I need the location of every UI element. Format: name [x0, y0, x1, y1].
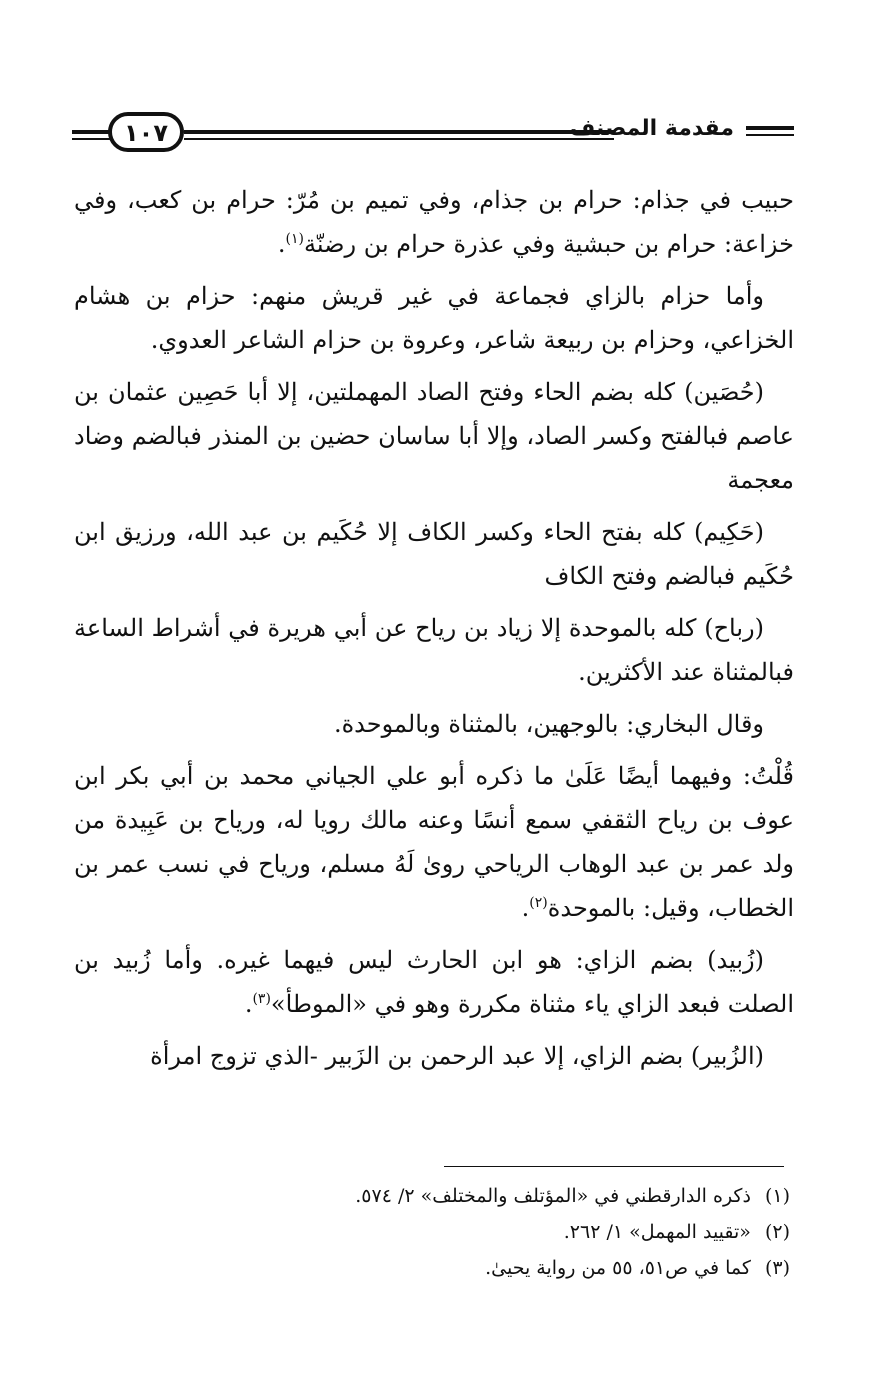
paragraph: (حُصَين) كله بضم الحاء وفتح الصاد المهملتين، إلا أبا حَصِين عثمان بن عاصم فبالفتح وكسر الصاد، وإلا أبا ساسان حضين بن المنذر فبالضم وضاد معجمة [74, 378, 794, 494]
paragraph: (حَكِيم) كله بفتح الحاء وكسر الكاف إلا حُكَيم بن عبد الله، ورزيق ابن حُكَيم فبالضم وفتح الكاف [74, 518, 794, 590]
footnote-text: «تقييد المهمل» ١/ ٢٦٢. [563, 1221, 751, 1243]
paragraph: (الزُبير) بضم الزاي، إلا عبد الرحمن بن الزَبير -الذي تزوج امرأة [150, 1042, 764, 1070]
footnote-number: (٣) [764, 1257, 790, 1279]
page-number: ١٠٧ [108, 112, 184, 152]
footnote-item [200, 1250, 790, 1286]
paragraph: حبيب في جذام: حرام بن جذام، وفي تميم بن مُرّ: حرام بن كعب، وفي خزاعة: حرام بن حبشية وفي عذرة حرام بن رضنّة$^{(١)}$. [74, 186, 794, 258]
footnote-ref: (٣) [252, 991, 271, 1007]
header-rule-right [746, 126, 794, 136]
paragraph: وقال البخاري: بالوجهين، بالمثناة وبالموحدة. [333, 710, 764, 738]
footnote-number: (١) [764, 1185, 790, 1207]
footnote-ref: (١) [285, 231, 305, 247]
paragraph: (رباح) كله بالموحدة إلا زياد بن رياح عن أبي هريرة في أشراط الساعة فبالمثناة عند الأكثرين. [74, 614, 794, 686]
footnote-item [200, 1178, 790, 1214]
footnote-text: ذكره الدارقطني في «المؤتلف والمختلف» ٢/ ٥٧٤. [355, 1185, 751, 1207]
paragraph: (زُبيد) بضم الزاي: هو ابن الحارث ليس فيهما غيره. وأما زُبيد بن الصلت فبعد الزاي ياء مثناة مكررة وهو في «الموطأ»$^{(٣)}$. [74, 946, 794, 1018]
header-rule-left [72, 130, 112, 140]
footnote-ref: (٢) [529, 895, 548, 911]
footnote-item [200, 1214, 790, 1250]
footnote-divider [444, 1166, 784, 1167]
footnote-number: (٢) [764, 1221, 790, 1243]
paragraph: قُلْتُ: وفيهما أيضًا عَلَىٰ ما ذكره أبو علي الجياني محمد بن أبي بكر ابن عوف بن رياح الثقفي سمع أنسًا وعنه مالك رويا له، ورياح بن عَبِيدة من ولد عمر بن عبد الوهاب الرياحي روىٰ لَهُ مسلم، ورياح في نسب عمر بن الخطاب، وقيل: بالموحدة$^{(٢)}$. [74, 762, 795, 922]
page-header [72, 112, 794, 160]
header-rule-middle [184, 130, 614, 140]
footnote-text: كما في ص٥١، ٥٥ من رواية يحيىٰ. [485, 1257, 751, 1279]
main-text [74, 178, 794, 1086]
chapter-title: مقدمة المصنف [569, 116, 734, 141]
footnotes [200, 1178, 790, 1286]
paragraph: وأما حزام بالزاي فجماعة في غير قريش منهم: حزام بن هشام الخزاعي، وحزام بن ربيعة شاعر، وعروة بن حزام الشاعر العدوي. [74, 282, 794, 354]
